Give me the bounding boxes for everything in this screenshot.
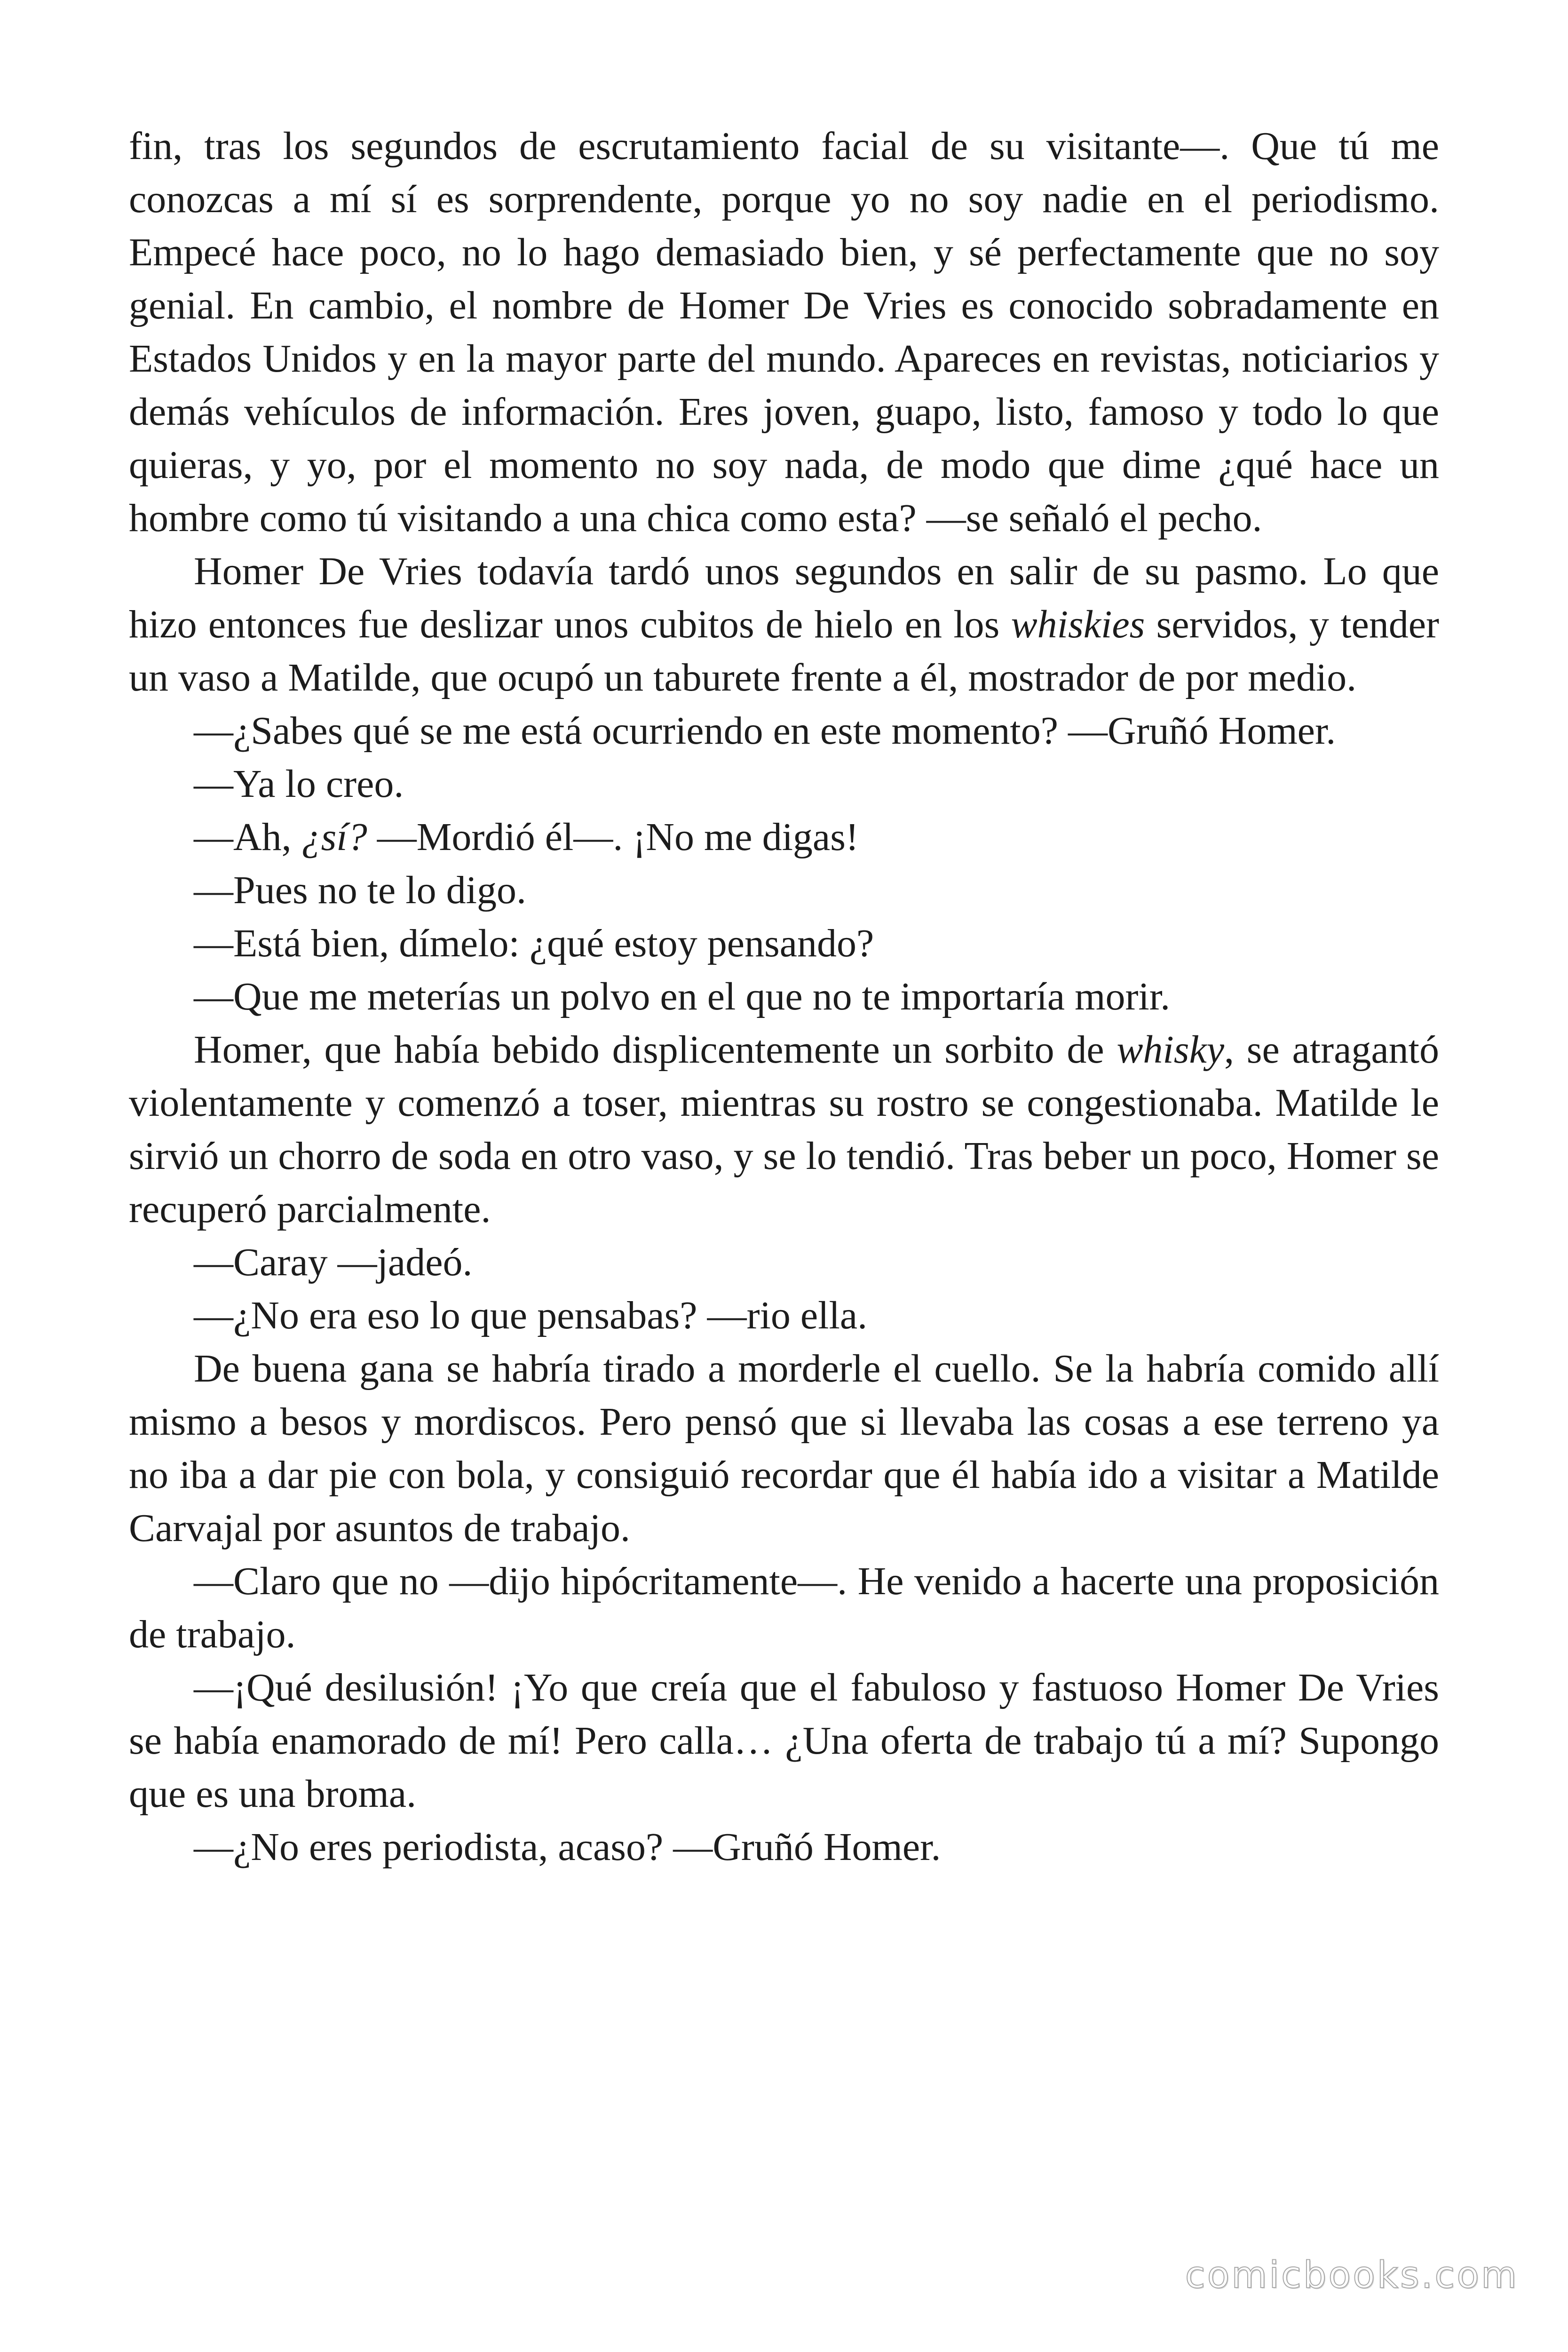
paragraph-text: —Está bien, dímelo: ¿qué estoy pensando? <box>194 922 874 965</box>
paragraph-text-start: —Ah, <box>194 815 301 859</box>
book-page-text <box>129 119 1439 1874</box>
paragraph-text-end: —Mordió él—. ¡No me digas! <box>367 815 859 859</box>
watermark: comicbooks.com <box>1185 2254 1519 2296</box>
paragraph-text: —Claro que no —dijo hipócritamente—. He venido a hacerte una proposición de trabajo. <box>129 1559 1439 1656</box>
dialogue-line <box>129 1289 1439 1342</box>
paragraph-2 <box>129 545 1439 704</box>
paragraph-1 <box>129 119 1439 545</box>
dialogue-line <box>129 757 1439 810</box>
dialogue-line <box>129 810 1439 864</box>
paragraph-text: —Caray —jadeó. <box>194 1240 473 1284</box>
dialogue-line <box>129 864 1439 917</box>
dialogue-line <box>129 704 1439 757</box>
paragraph-text-start: Homer, que había bebido displicentemente un sorbito de <box>194 1028 1117 1072</box>
paragraph-text: —Que me meterías un polvo en el que no te importaría morir. <box>194 975 1171 1018</box>
paragraph-text-end: servidos, y tender un vaso a Matilde, que ocupó un taburete frente a él, mostrador de por medio. <box>129 603 1439 699</box>
paragraph-text: De buena gana se habría tirado a morderle el cuello. Se la habría comido allí mismo a besos y mordiscos. Pero pensó que si llevaba las cosas a ese terreno ya no iba a dar pie con bola, y consiguió recordar que él había ido a visitar a Matilde Carvajal por asuntos de trabajo. <box>129 1347 1439 1550</box>
paragraph-text-start: Homer De Vries todavía tardó unos segundos en salir de su pasmo. Lo que hizo entonces fue deslizar unos cubitos de hielo en los <box>129 549 1439 646</box>
italic-word: ¿sí? <box>301 815 367 859</box>
paragraph <box>129 1023 1439 1236</box>
italic-word: whiskies <box>1011 603 1145 646</box>
paragraph-text: —¿No era eso lo que pensabas? —rio ella. <box>194 1294 868 1337</box>
paragraph-text: —¿No eres periodista, acaso? —Gruñó Homer. <box>194 1825 941 1869</box>
paragraph-text: —¿Sabes qué se me está ocurriendo en este momento? —Gruñó Homer. <box>194 709 1336 753</box>
dialogue-line <box>129 1661 1439 1820</box>
dialogue-line <box>129 970 1439 1023</box>
italic-word: whisky <box>1117 1028 1225 1072</box>
paragraph-text: —Pues no te lo digo. <box>194 868 526 912</box>
dialogue-line <box>129 1236 1439 1289</box>
dialogue-line <box>129 917 1439 970</box>
paragraph-text: fin, tras los segundos de escrutamiento facial de su visitante—. Que tú me conozcas a mí sí es sorprendente, porque yo no soy nadie en el periodismo. Empecé hace poco, no lo hago demasiado bien, y sé perfectamente que no soy genial. En cambio, el nombre de Homer De Vries es conocido sobradamente en Estados Unidos y en la mayor parte del mundo. Apareces en revistas, noticiarios y demás vehículos de información. Eres joven, guapo, listo, famoso y todo lo que quieras, y yo, por el momento no soy nada, de modo que dime ¿qué hace un hombre como tú visitando a una chica como esta? —se señaló el pecho. <box>129 124 1439 540</box>
paragraph-text-end: , se atragantó violentamente y comenzó a toser, mientras su rostro se congestionaba. Matilde le sirvió un chorro de soda en otro vaso, y se lo tendió. Tras beber un poco, Homer se recuperó parcialmente. <box>129 1028 1439 1231</box>
paragraph <box>129 1342 1439 1555</box>
paragraph-text: —Ya lo creo. <box>194 762 404 806</box>
dialogue-line <box>129 1555 1439 1661</box>
dialogue-line <box>129 1820 1439 1874</box>
paragraph-text: —¡Qué desilusión! ¡Yo que creía que el fabuloso y fastuoso Homer De Vries se había enamorado de mí! Pero calla… ¿Una oferta de trabajo tú a mí? Supongo que es una broma. <box>129 1666 1439 1816</box>
